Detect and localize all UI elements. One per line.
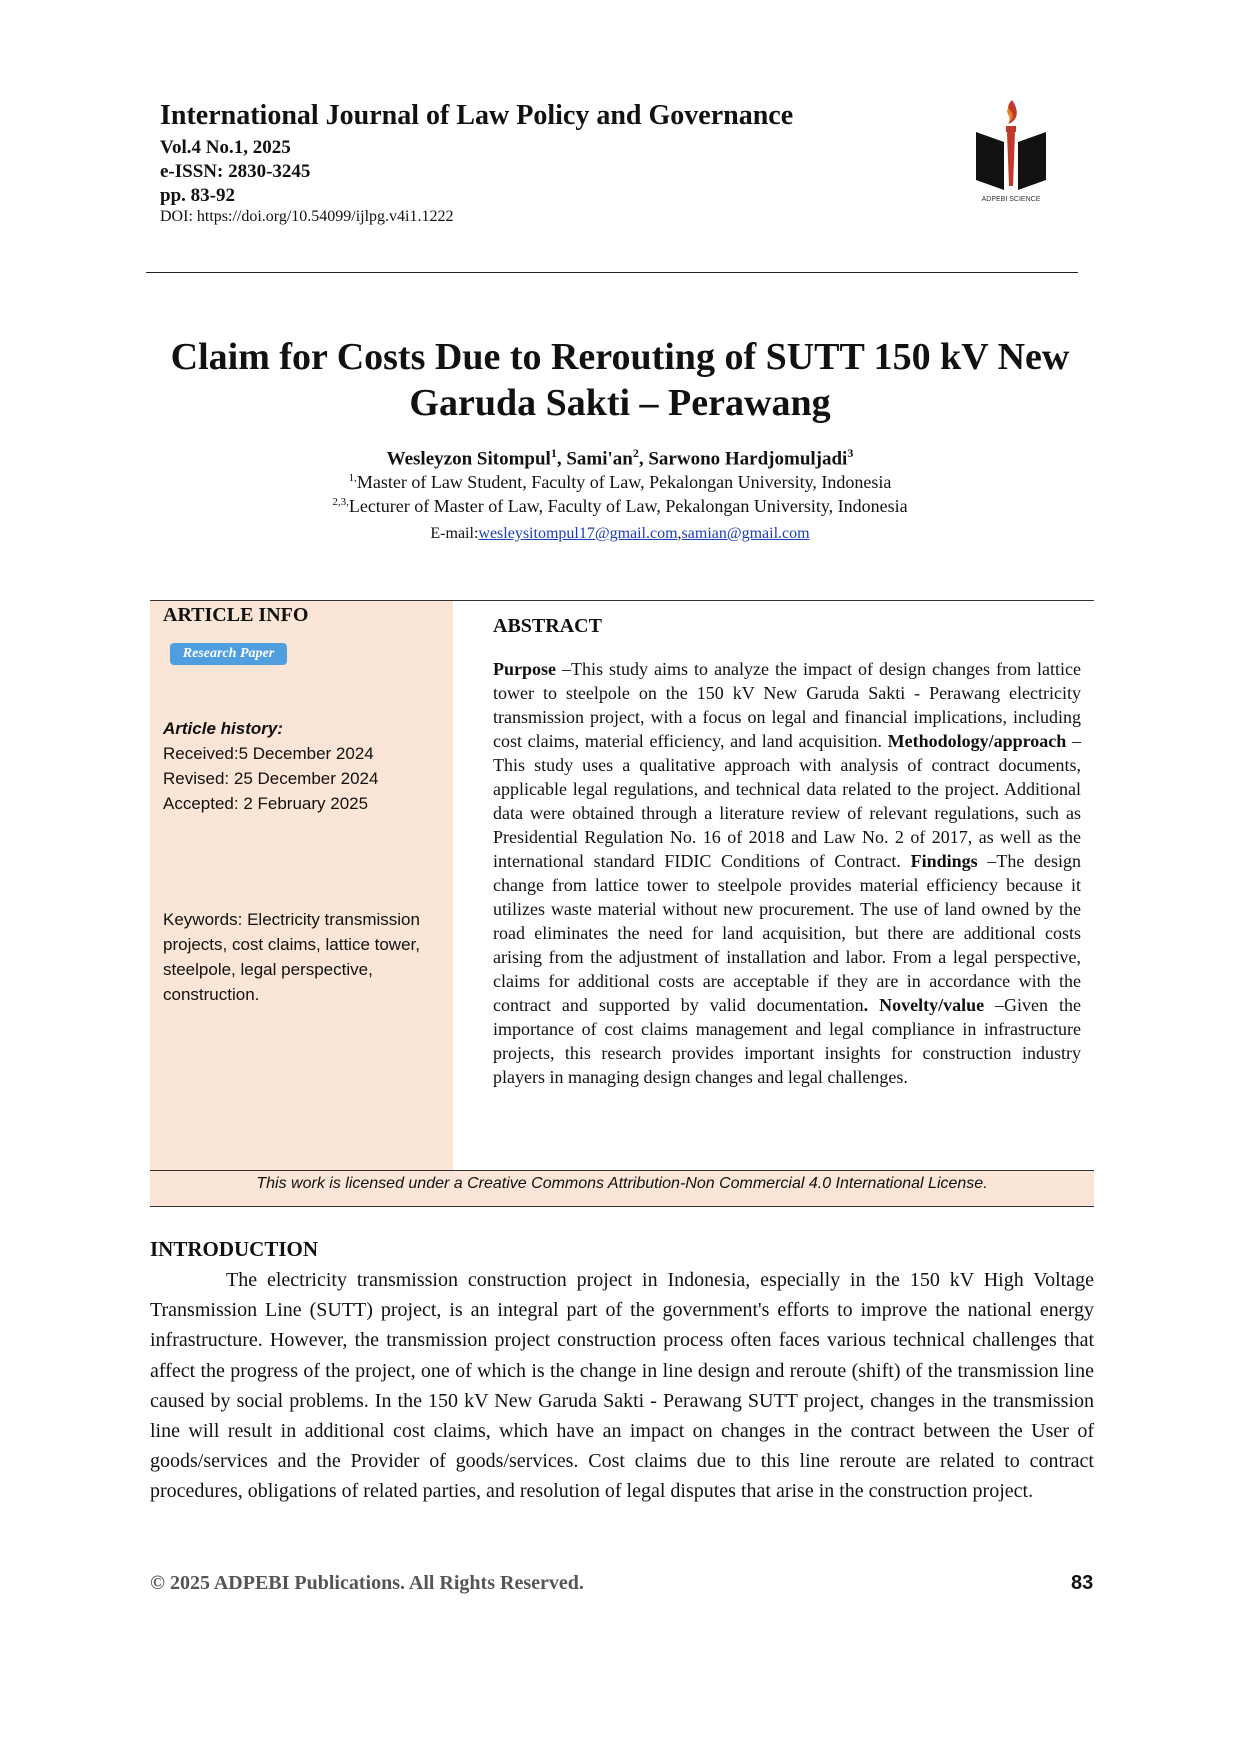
- journal-volume: Vol.4 No.1, 2025: [160, 137, 291, 158]
- author-sup: 3: [847, 446, 854, 460]
- page-number: 83: [1071, 1572, 1094, 1594]
- purpose-label: Purpose: [493, 659, 556, 679]
- affiliation-text: Lecturer of Master of Law, Faculty of Law, Pekalongan University, Indonesia: [348, 496, 908, 516]
- license-notice[interactable]: This work is licensed under a Creative Commons Attribution-Non Commercial 4.0 International License.: [256, 1175, 988, 1192]
- author-sup: 2: [632, 446, 639, 460]
- email-label: E-mail:: [430, 525, 479, 542]
- introduction-body: The electricity transmission construction project in Indonesia, especially in the 150 kV High Voltage Transmission Line (SUTT) project, is an integral part of the government's efforts to improve the national energy infrastructure. However, the transmission project construction process often faces various technical challenges that affect the progress of the project, one of which is the change in line design and reroute (shift) of the transmission line caused by social problems. In the 150 kV New Garuda Sakti - Perawang SUTT project, changes in the transmission line will result in additional cost claims, which have an impact on changes in the contract between the User of goods/services and the Provider of goods/services. Cost claims due to this line reroute are related to contract procedures, obligations of related parties, and resolution of legal disputes that arise in the construction project.: [150, 1269, 1094, 1503]
- keywords: Keywords: Electricity transmission projects, cost claims, lattice tower, steelpole, legal perspective, construction.: [163, 910, 420, 1004]
- affiliation-text: Master of Law Student, Faculty of Law, Pekalongan University, Indonesia: [356, 472, 892, 492]
- abstract-body: [493, 657, 1081, 1089]
- abstract-heading: ABSTRACT: [493, 615, 602, 637]
- box-bottom-rule: [150, 1206, 1094, 1207]
- article-history-heading: Article history:: [163, 719, 283, 738]
- research-paper-badge: Research Paper: [170, 643, 287, 665]
- journal-title: International Journal of Law Policy and Governance: [160, 100, 794, 131]
- email-line: [120, 525, 1120, 543]
- journal-issn: e-ISSN: 2830-3245: [160, 161, 311, 182]
- journal-pages: pp. 83-92: [160, 185, 235, 206]
- findings-text: –The design change from lattice tower to steelpole provides material efficiency because it utilizes waste material without new procurement. The use of land owned by the road eliminates the need for land acquisition, but there are additional costs arising from the adjustment of installation and labor. From a legal perspective, claims for additional costs are acceptable if they are in accordance with the contract and supported by valid documentation: [493, 851, 1082, 1015]
- logo-text: ADPEBI SCIENCE: [981, 196, 1041, 203]
- author-name: , Sami'an: [556, 448, 633, 470]
- author-sup: 1: [550, 446, 557, 460]
- affiliation-1: [120, 472, 1120, 493]
- article-info-panel: [150, 600, 453, 1170]
- author-name: , Sarwono Hardjomuljadi: [638, 448, 848, 470]
- accepted-date: Accepted: 2 February 2025: [163, 794, 369, 813]
- copyright-notice: © 2025 ADPEBI Publications. All Rights Reserved.: [150, 1572, 584, 1594]
- box-middle-rule: [150, 1170, 1094, 1171]
- affiliation-2: [120, 496, 1120, 517]
- method-label: Methodology/approach: [887, 731, 1067, 751]
- paper-title-line1: Claim for Costs Due to Rerouting of SUTT 150 kV New: [170, 336, 1070, 378]
- article-info-heading: ARTICLE INFO: [163, 604, 309, 626]
- email-separator: ,: [677, 525, 682, 542]
- author-list: [120, 446, 1120, 470]
- purpose-text: –This study aims to analyze the impact of design changes from lattice tower to steelpole on the 150 kV New Garuda Sakti - Perawang electricity transmission project, with a focus on legal and financial implications, including cost claims, material efficiency, and land acquisition.: [493, 659, 1081, 751]
- email-link-1[interactable]: wesleysitompul17@gmail.com: [478, 525, 678, 542]
- received-date: Received:5 December 2024: [163, 744, 374, 763]
- header-divider: [146, 272, 1078, 273]
- novelty-text: –Given the importance of cost claims management and legal compliance in infrastructure projects, this research provides important insights for construction industry players in managing design changes and legal challenges.: [493, 995, 1081, 1087]
- paper-title: [120, 334, 1120, 426]
- email-link-2[interactable]: samian@gmail.com: [681, 525, 810, 542]
- revised-date: Revised: 25 December 2024: [163, 769, 379, 788]
- box-top-rule: [150, 600, 1094, 601]
- method-text: –This study uses a qualitative approach with analysis of contract documents, applicable legal regulations, and technical data related to the project. Additional data were obtained through a literature review of relevant regulations, such as Presidential Regulation No. 16 of 2018 and Law No. 2 of 2017, as well as the international standard FIDIC Conditions of Contract.: [493, 731, 1081, 871]
- publisher-logo: [972, 98, 1050, 204]
- novelty-label: . Novelty/value: [863, 995, 985, 1015]
- doi-link[interactable]: DOI: https://doi.org/10.54099/ijlpg.v4i1.1222: [160, 208, 454, 225]
- findings-label: Findings: [910, 851, 978, 871]
- paper-title-line2: Garuda Sakti – Perawang: [409, 382, 831, 424]
- affiliation-sup: 2,3,: [332, 496, 349, 508]
- author-name: Wesleyzon Sitompul: [386, 448, 551, 470]
- introduction-heading: INTRODUCTION: [150, 1237, 319, 1261]
- affiliation-sup: 1,: [348, 472, 357, 484]
- book-torch-icon: [972, 98, 1050, 204]
